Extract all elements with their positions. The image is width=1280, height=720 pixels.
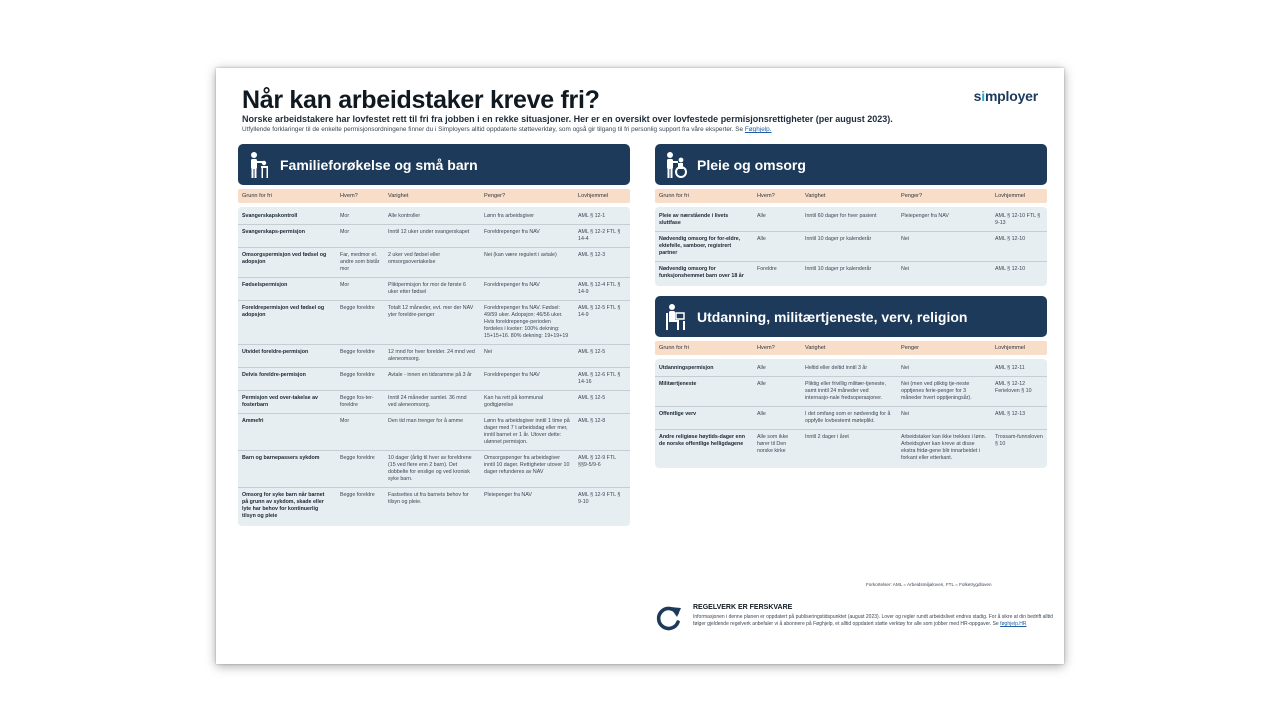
cell-who: Alle	[757, 213, 766, 219]
family-section	[238, 144, 630, 526]
cell-reason: Utdanningspermisjon	[659, 365, 714, 371]
cell-who: Begge fos-ter-foreldre	[340, 395, 374, 408]
cell-money: Foreldrepenger fra NAV	[484, 372, 540, 378]
cell-who: Alle	[757, 411, 766, 417]
cell-duration: Inntil 10 dager pr kalenderår	[805, 236, 872, 242]
col-money: Penger?	[484, 193, 506, 199]
col-law: Lovhjemmel	[995, 345, 1026, 351]
cell-money: Nei	[901, 365, 909, 371]
cell-law: AML § 12-10	[995, 266, 1026, 272]
cell-law: AML § 12-10 FTL § 9-13	[995, 213, 1041, 226]
cell-money: Omsorgspenger fra arbeidsgiver inntil 10 dager. Rettigheter utover 10 dager refunderes av NAV	[484, 455, 570, 475]
cell-who: Begge foreldre	[340, 349, 375, 355]
cell-who: Begge foreldre	[340, 492, 375, 498]
cell-law: AML § 12-5 FTL § 14-9	[578, 305, 621, 318]
cell-duration: Inntil 24 måneder samlet. 36 mnd ved aleneomsorg.	[388, 395, 467, 408]
cell-law: Trossam-funnsloven § 10	[995, 434, 1043, 447]
cell-duration: Inntil 12 uker under svangerskapet	[388, 229, 470, 235]
cell-law: AML § 12-3	[578, 252, 606, 258]
update-notice	[655, 602, 1055, 642]
family-section-header	[238, 144, 630, 185]
table-row	[655, 407, 1047, 430]
cell-money: Nei	[901, 411, 909, 417]
cell-duration: Den tid man trenger for å amme	[388, 418, 464, 424]
cell-who: Mor	[340, 418, 350, 424]
cell-who: Mor	[340, 229, 350, 235]
table-row	[238, 209, 630, 225]
table-row	[238, 345, 630, 368]
cell-reason: Barn og barnepassers sykdom	[242, 455, 320, 461]
cell-money: Lønn fra arbeidsgiver	[484, 213, 535, 219]
col-money: Penger?	[901, 193, 923, 199]
col-money: Penger	[901, 345, 920, 351]
cell-law: AML § 12-10	[995, 236, 1026, 242]
document-title: Når kan arbeidstaker kreve fri?	[242, 86, 600, 114]
cell-money: Pleiepenger fra NAV	[484, 492, 532, 498]
cell-reason: Delvis foreldre-permisjon	[242, 372, 306, 378]
table-row	[238, 248, 630, 278]
cell-reason: Andre religiøse høytids-dager enn de norske offentlige helligdagene	[659, 434, 745, 447]
cell-money: Nei	[901, 236, 909, 242]
person-reading-icon	[663, 302, 689, 332]
cell-law: AML § 12-6 FTL § 14-16	[578, 372, 621, 385]
cell-who: Alle	[757, 365, 766, 371]
education-section-header	[655, 296, 1047, 337]
cell-reason: Svangerskapskontroll	[242, 213, 298, 219]
cell-reason: Pleie av nærstående i livets sluttfase	[659, 213, 729, 226]
notice-title: REGELVERK ER FERSKVARE	[693, 604, 793, 611]
care-column-header	[655, 189, 1047, 203]
cell-duration: 12 mnd for hver forelder. 24 mnd ved aleneomsorg.	[388, 349, 475, 362]
cell-law: AML § 12-12 Ferieloven § 10	[995, 381, 1032, 394]
parent-child-icon	[246, 150, 272, 180]
cell-who: Begge foreldre	[340, 372, 375, 378]
cell-law: AML § 12-11	[995, 365, 1025, 371]
cell-money: Pleiepenger fra NAV	[901, 213, 949, 219]
cell-money: Lønn fra arbeidsgiver inntil 1 time på dager med 7 t arbeidsdag eller mer, inntil barnet er 1 år. Utover dette: ulønnet permisjon.	[484, 418, 570, 445]
cell-who: Alle	[757, 236, 766, 242]
cell-who: Far, medmor el. andre som bistår mor	[340, 252, 380, 272]
cell-who: Mor	[340, 213, 350, 219]
family-section-title: Familieforøkelse og små barn	[280, 156, 478, 173]
document-subtitle: Norske arbeidstakere har lovfestet rett til fri fra jobben i en rekke situasjoner. Her er en oversikt over lovfestede permisjonsrettigheter (per august 2023).	[242, 114, 893, 124]
refresh-icon	[655, 604, 683, 632]
col-who: Hvem?	[757, 345, 775, 351]
notice-text: Informasjonen i denne planen er oppdatert på publiseringstidspunktet (august 2023). Lover og regler rundt arbeidslivet endres stadig. For å sikre at din bedrift alltid følger gjeldende regelverk anbefaler vi å abonnere på Føghjelp, et alltid oppdatert støtte verktøy for alle som jobber med HR-oppgaver. Se føghjelp.HR	[693, 614, 1053, 627]
table-row	[655, 209, 1047, 232]
cell-money: Foreldrepenger fra NAV	[484, 282, 540, 288]
cell-law: AML § 12-5	[578, 395, 606, 401]
care-section-title: Pleie og omsorg	[697, 156, 806, 173]
col-who: Hvem?	[340, 193, 358, 199]
cell-duration: Alle kontroller	[388, 213, 421, 219]
cell-law: AML § 12-9 FTL § 9-10	[578, 492, 621, 505]
cell-money: Nei (kan være regulert i avtale)	[484, 252, 557, 258]
cell-law: AML § 12-5	[578, 349, 606, 355]
cell-who: Mor	[340, 282, 350, 288]
document-sheet	[216, 68, 1064, 664]
table-row	[238, 451, 630, 488]
cell-law: AML § 12-13	[995, 411, 1026, 417]
family-rows	[238, 207, 630, 526]
cell-duration: Totalt 12 måneder, evt. mer der NAV yter foreldre-penger	[388, 305, 474, 318]
cell-who: Begge foreldre	[340, 455, 375, 461]
cell-reason: Militærtjeneste	[659, 381, 697, 387]
cell-duration: Fastsettes ut fra barnets behov for tilsyn og pleie.	[388, 492, 469, 505]
cell-reason: Foreldrepermisjon ved fødsel og adopsjon	[242, 305, 325, 318]
table-row	[655, 377, 1047, 407]
cell-who: Alle	[757, 381, 766, 387]
col-reason: Grunn for fri	[242, 193, 272, 199]
col-duration: Varighet	[805, 345, 826, 351]
cell-reason: Omsorgspermisjon ved fødsel og adopsjon	[242, 252, 327, 265]
col-who: Hvem?	[757, 193, 775, 199]
cell-duration: Inntil 2 dager i året	[805, 434, 849, 440]
col-law: Lovhjemmel	[578, 193, 609, 199]
simployer-logo: simployer	[973, 88, 1038, 104]
cell-duration: 10 dager (årlig til hver av foreldrene (15 ved flere enn 2 barn). Det dobbelte for enslige og ved kronisk syke barn.	[388, 455, 472, 482]
cell-duration: 2 uker ved fødsel eller omsorgsovertakelse	[388, 252, 441, 265]
cell-duration: Heltid eller deltid inntil 3 år	[805, 365, 868, 371]
col-reason: Grunn for fri	[659, 193, 689, 199]
col-reason: Grunn for fri	[659, 345, 689, 351]
cell-who: Alle som ikke hører til Den norske kirke	[757, 434, 789, 454]
cell-reason: Nødvendig omsorg for for-eldre, ektefelle, samboer, registrert partner	[659, 236, 741, 256]
table-row	[238, 414, 630, 451]
cell-reason: Svangerskaps-permisjon	[242, 229, 305, 235]
cell-reason: Omsorg for syke barn når barnet på grunn av sykdom, skade eller lyte har behov for kontinuerlig tilsyn og pleie	[242, 492, 325, 519]
col-duration: Varighet	[388, 193, 409, 199]
table-row	[655, 361, 1047, 377]
cell-reason: Utvidet foreldre-permisjon	[242, 349, 309, 355]
cell-reason: Nødvendig omsorg for funksjonshemmet barn over 18 år	[659, 266, 744, 279]
care-rows	[655, 207, 1047, 286]
cell-money: Arbeidstaker kan ikke trekkes i lønn. Arbeidsgiver kan kreve at disse ekstra fridø-gene blir innarbeidet i forkant eller etterkant.	[901, 434, 987, 461]
cell-duration: Inntil 60 dager for hver pasient	[805, 213, 877, 219]
education-column-header	[655, 341, 1047, 355]
cell-reason: Ammefri	[242, 418, 264, 424]
table-row	[238, 278, 630, 301]
col-law: Lovhjemmel	[995, 193, 1026, 199]
table-row	[655, 430, 1047, 466]
cell-duration: Pliktpermisjon for mor de første 6 uker etter fødsel	[388, 282, 467, 295]
table-row	[655, 262, 1047, 284]
cell-reason: Fødselspermisjon	[242, 282, 288, 288]
cell-money: Foreldrepenger fra NAV	[484, 229, 540, 235]
cell-reason: Permisjon ved over-takelse av fosterbarn	[242, 395, 318, 408]
cell-money: Foreldrepenger fra NAV. Fødsel: 49/59 uker. Adopsjon: 46/56 uker. Hvis foreldrepenge-perioden fordeles i kvoter: 100% dekning: 15+15+16. 80% dekning: 19+19+19	[484, 305, 569, 339]
foghjelp-link[interactable]: Føghjelp.	[744, 126, 772, 133]
notice-link[interactable]: føghjelp.HR	[1000, 621, 1027, 627]
cell-money: Nei	[484, 349, 492, 355]
cell-law: AML § 12-2 FTL § 14-4	[578, 229, 621, 242]
cell-money: Nei (men ved pliktig tje-neste opptjenes ferie-penger for 3 måneder hvert opptjeningsår).	[901, 381, 972, 401]
cell-law: AML § 12-1	[578, 213, 606, 219]
table-row	[238, 488, 630, 524]
table-row	[238, 368, 630, 391]
col-duration: Varighet	[805, 193, 826, 199]
cell-who: Foreldre	[757, 266, 777, 272]
cell-duration: Avtale - innen en tidsramme på 3 år	[388, 372, 472, 378]
document-intro: Utfyllende forklaringer til de enkelte permisjonsordningene finner du i Simployers alltid oppdaterte støtteverktøy, som også gir tilgang til fri personlig support fra våre eksperter. Se Føghjelp.	[242, 126, 772, 133]
cell-duration: Pliktig eller frivillig militær-tjeneste, samt inntil 24 måneder ved internasjo-nale fredsoperasjoner.	[805, 381, 886, 401]
family-column-header	[238, 189, 630, 203]
care-section-header	[655, 144, 1047, 185]
care-section	[655, 144, 1047, 468]
table-row	[238, 225, 630, 248]
cell-reason: Offentlige verv	[659, 411, 697, 417]
table-row	[238, 391, 630, 414]
table-row	[238, 301, 630, 345]
education-section-title: Utdanning, militærtjeneste, verv, religion	[697, 308, 968, 325]
cell-law: AML § 12-8	[578, 418, 606, 424]
cell-law: AML § 12-9 FTL §§9-5/9-6	[578, 455, 616, 468]
cell-money: Kan ha rett på kommunal godtgjørelse	[484, 395, 544, 408]
education-rows	[655, 359, 1047, 468]
abbreviations-legend: Forkortelser: AML = Arbeidsmiljøloven, FTL = Folketrygdloven	[866, 582, 992, 587]
cell-duration: I det omfang som er nødvendig for å oppfylle lovbestemt møteplikt.	[805, 411, 891, 424]
table-row	[655, 232, 1047, 262]
cell-money: Nei	[901, 266, 909, 272]
cell-duration: Inntil 10 dager pr kalenderår	[805, 266, 872, 272]
cell-who: Begge foreldre	[340, 305, 375, 311]
cell-law: AML § 12-4 FTL § 14-9	[578, 282, 621, 295]
wheelchair-icon	[663, 150, 689, 180]
